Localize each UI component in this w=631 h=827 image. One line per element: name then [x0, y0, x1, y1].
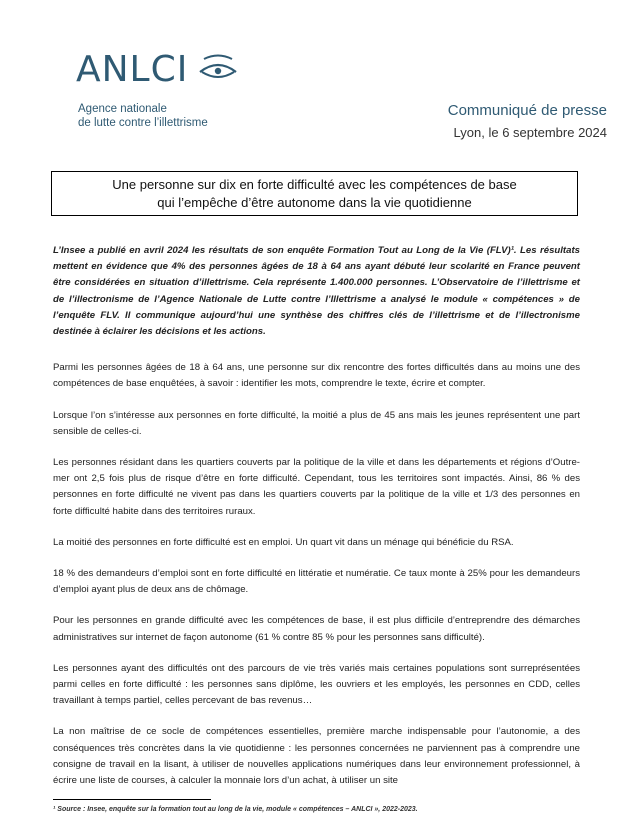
- press-header: [448, 101, 607, 142]
- footnote-rule: [53, 799, 211, 800]
- footnote: ¹ Source : Insee, enquête sur la formation tout au long de la vie, module « compétences – ANLCI », 2022-2023.: [53, 806, 418, 813]
- paragraph-5: 18 % des demandeurs d’emploi sont en forte difficulté en littératie et numératie. Ce taux monte à 25% pour les demandeurs d’emploi ayant plus de deux ans de chômage.: [53, 568, 580, 596]
- logo-subtitle: [78, 102, 208, 130]
- headline-line1: Une personne sur dix en forte difficulté avec les compétences de base: [112, 176, 517, 192]
- logo-subtitle-line2: de lutte contre l’illettrisme: [78, 117, 208, 129]
- paragraph-1: Parmi les personnes âgées de 18 à 64 ans, une personne sur dix rencontre des fortes difficultés dans au moins une des compétences de base enquêtées, à savoir : identifier les mots, comprendre le texte, écrire et compter.: [53, 362, 580, 390]
- body-content: [53, 243, 580, 804]
- paragraph-3: Les personnes résidant dans les quartiers couverts par la politique de la ville et dans les départements et régions d’Outre-mer ont 2,5 fois plus de risque d’être en forte difficulté. Cependant, tous les territoires sont impactés. Ainsi, 86 % des personnes en forte difficulté ne vivent pas dans les quartiers couverts par la politique de la ville et 1/3 des personnes en forte difficulté habite dans des territoires ruraux.: [53, 457, 580, 517]
- paragraph-2: Lorsque l’on s’intéresse aux personnes en forte difficulté, la moitié a plus de 45 ans mais les jeunes représentent une part sensible de celles-ci.: [53, 409, 580, 437]
- press-date: Lyon, le 6 septembre 2024: [453, 125, 607, 140]
- headline-line2: qui l’empêche d’être autonome dans la vie quotidienne: [157, 194, 472, 210]
- headline-box: [51, 171, 578, 216]
- press-title: Communiqué de presse: [447, 102, 607, 119]
- logo-wordmark: ANLCI: [76, 49, 189, 90]
- anlci-logo: [76, 50, 276, 140]
- eye-icon: [198, 54, 238, 82]
- paragraph-6: Pour les personnes en grande difficulté avec les compétences de base, il est plus difficile d’entreprendre des démarches administratives sur internet de façon autonome (61 % contre 85 % pour les personnes sans difficulté).: [53, 615, 580, 643]
- paragraph-7: Les personnes ayant des difficultés ont des parcours de vie très variés mais certaines populations sont surreprésentées parmi celles en forte difficulté : les personnes sans diplôme, les ouvriers et les employés, les personnes en CDD, celles travaillant à temps partiel, celles percevant de bas revenus…: [53, 662, 580, 707]
- logo-subtitle-line1: Agence nationale: [78, 103, 167, 115]
- intro-paragraph: L’Insee a publié en avril 2024 les résultats de son enquête Formation Tout au Long de la Vie (FLV)¹. Les résultats mettent en évidence que 4% des personnes âgées de 18 à 64 ans ayant débuté leur scolarité en France peuvent être considérées en situation d’illettrisme. Cela représente 1.400.000 personnes. L’Observatoire de l’illettrisme et de l’illectronisme de l’Agence Nationale de Lutte contre l’Illettrisme a analysé le module « compétences » de l’enquête FLV. Il communique aujourd’hui une synthèse des chiffres clés de l’illettrisme et de l’illectronisme destinée à éclairer les décisions et les actions.: [53, 245, 580, 338]
- paragraph-4: La moitié des personnes en forte difficulté est en emploi. Un quart vit dans un ménage qui bénéficie du RSA.: [53, 536, 514, 548]
- paragraph-8: La non maîtrise de ce socle de compétences essentielles, première marche indispensable pour l’autonomie, a des conséquences très concrètes dans la vie quotidienne : les personnes concernées ne parviennent pas à comprendre une consigne de travail en la lisant, à utiliser de nouvelles applications numériques dans leur environnement professionnel, à écrire une liste de courses, à calculer la monnaie lors d’un achat, à utiliser un site: [53, 726, 580, 787]
